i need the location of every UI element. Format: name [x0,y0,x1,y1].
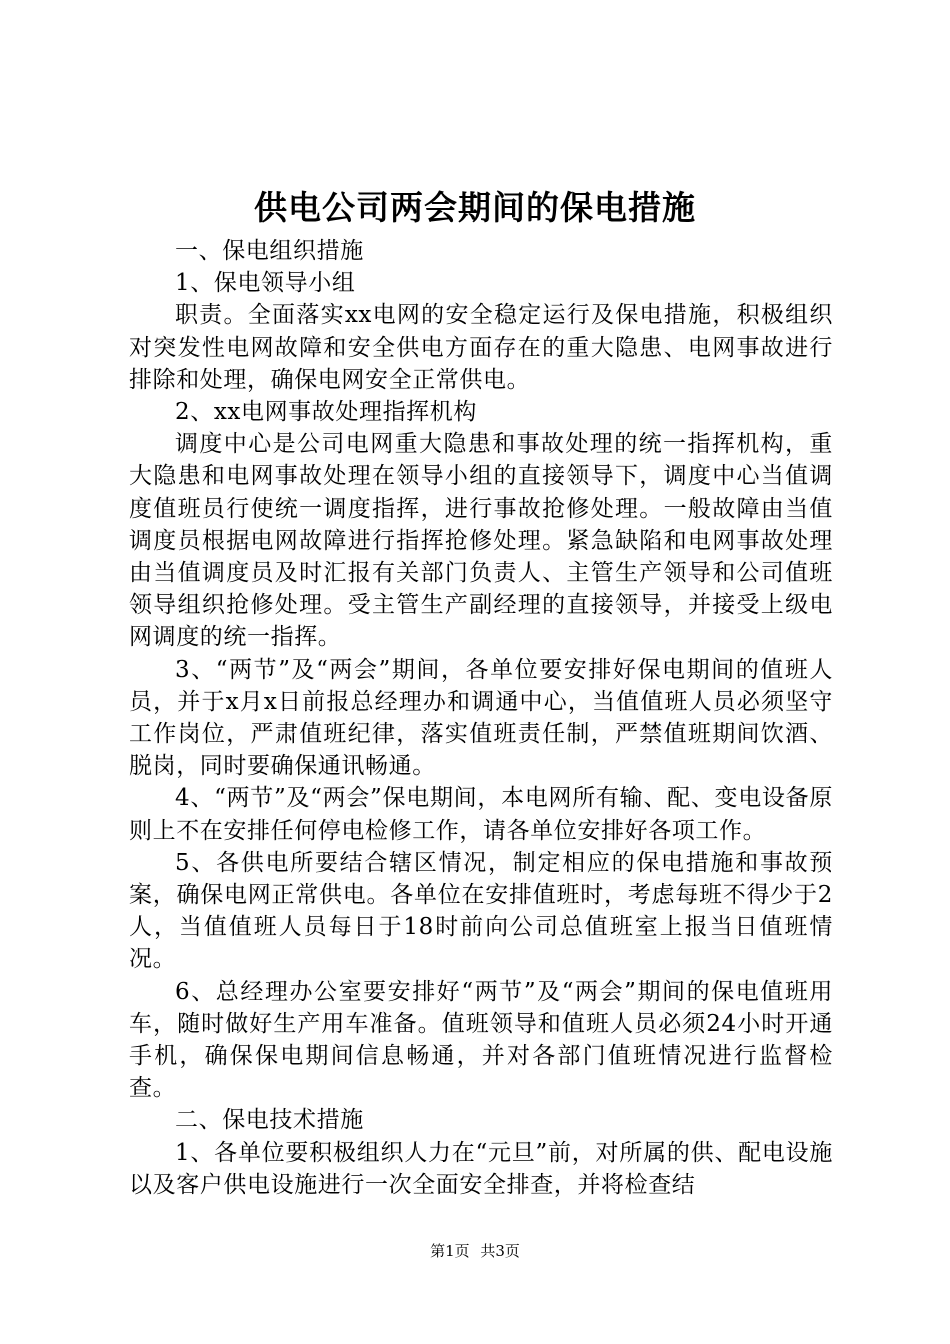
paragraph: 调度中心是公司电网重大隐患和事故处理的统一指挥机构，重大隐患和电网事故处理在领导小组的直接领导下，调度中心当值调度值班员行使统一调度指挥，进行事故抢修处理。一般故障由当值调度员根据电网故障进行指挥抢修处理。紧急缺陷和电网事故处理由当值调度员及时汇报有关部门负责人、主管生产领导和公司值班领导组织抢修处理。受主管生产副经理的直接领导，并接受上级电网调度的统一指挥。 [129,431,833,651]
document-title: 供电公司两会期间的保电措施 [254,188,696,227]
page-footer [0,1240,950,1262]
section-heading: 二、保电技术措施 [175,1107,364,1134]
page-number: 第1页 [430,1242,470,1260]
paragraph: 1、各单位要积极组织人力在“元旦”前，对所属的供、配电设施以及客户供电设施进行一次全面安全排查，并将检查结 [129,1139,833,1198]
paragraph: 职责。全面落实xx电网的安全稳定运行及保电措施，积极组织对突发性电网故障和安全供电方面存在的重大隐患、电网事故进行排除和处理，确保电网安全正常供电。 [129,302,833,393]
paragraph: 6、总经理办公室要安排好“两节”及“两会”期间的保电值班用车，随时做好生产用车准备。值班领导和值班人员必须24小时开通手机，确保保电期间信息畅通，并对各部门值班情况进行监督检查。 [129,978,833,1102]
paragraph: 4、“两节”及“两会”保电期间，本电网所有输、配、变电设备原则上不在安排任何停电检修工作，请各单位安排好各项工作。 [129,785,833,844]
subsection-heading: 2、xx电网事故处理指挥机构 [175,399,477,426]
page-total: 共3页 [480,1242,520,1260]
paragraph: 5、各供电所要结合辖区情况，制定相应的保电措施和事故预案，确保电网正常供电。各单位在安排值班时，考虑每班不得少于2人，当值值班人员每日于18时前向公司总值班室上报当日值班情况。 [129,849,833,973]
paragraph: 3、“两节”及“两会”期间，各单位要安排好保电期间的值班人员，并于x月x日前报总经理办和调通中心，当值值班人员必须坚守工作岗位，严肃值班纪律，落实值班责任制，严禁值班期间饮酒、脱岗，同时要确保通讯畅通。 [129,656,833,780]
document-body [129,235,833,1201]
subsection-heading: 1、保电领导小组 [175,270,356,297]
section-heading: 一、保电组织措施 [175,238,364,264]
